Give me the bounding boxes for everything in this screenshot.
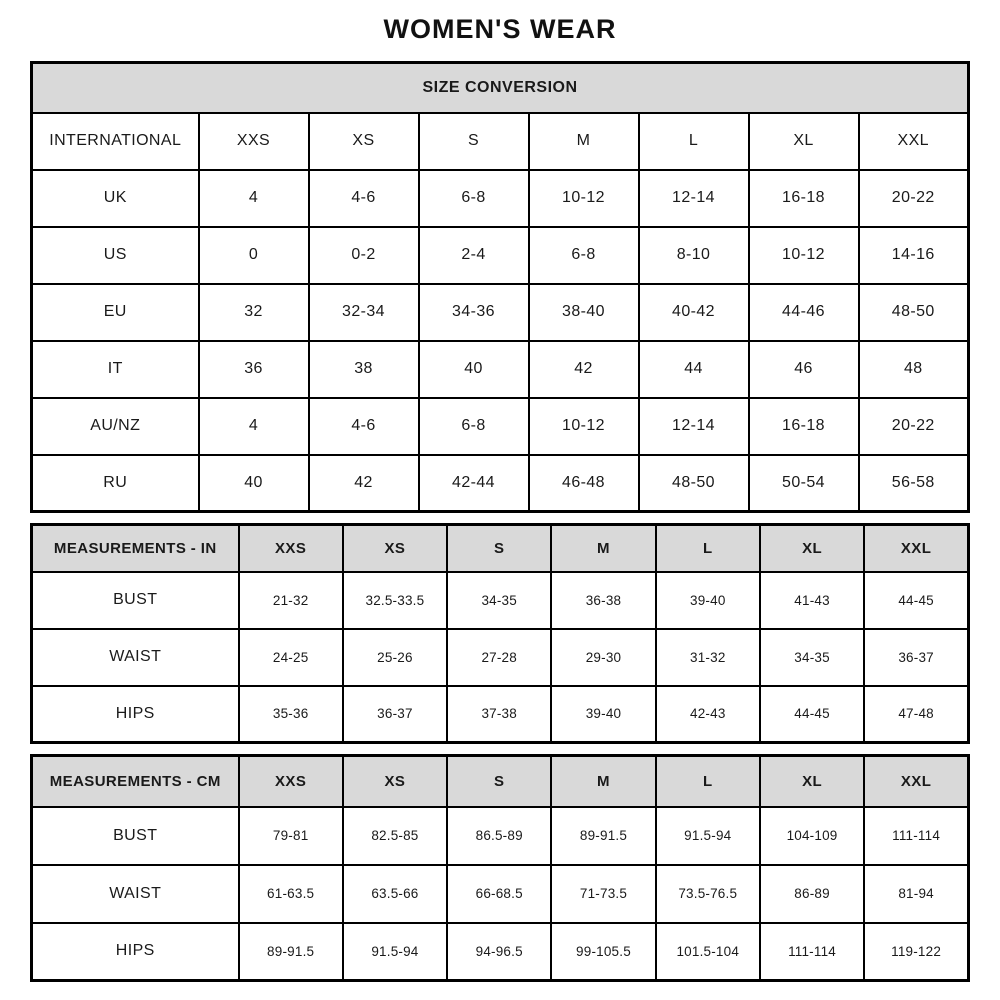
measurements-in-table [30,523,970,744]
size-cell: 40 [419,341,529,398]
measurement-cell: 81-94 [864,865,968,923]
measurement-label: HIPS [32,686,239,743]
size-cell: 42-44 [419,455,529,512]
size-cell: 12-14 [639,398,749,455]
measurement-cell: 34-35 [447,572,551,629]
size-cell: 4 [199,170,309,227]
measurement-cell: 111-114 [864,807,968,865]
measurement-cell: 82.5-85 [343,807,447,865]
measurement-cell: 32.5-33.5 [343,572,447,629]
column-header-size: M [551,525,655,572]
region-label: UK [32,170,199,227]
measurement-cell: 91.5-94 [656,807,760,865]
measurement-cell: 31-32 [656,629,760,686]
measurement-label: WAIST [32,865,239,923]
table-row [32,572,969,629]
column-header-size: L [656,756,760,807]
measurement-cell: 35-36 [239,686,343,743]
size-cell: 16-18 [749,170,859,227]
measurement-cell: 119-122 [864,923,968,981]
measurement-cell: 86.5-89 [447,807,551,865]
size-cell: 20-22 [859,170,969,227]
measurement-cell: 86-89 [760,865,864,923]
measurement-cell: 79-81 [239,807,343,865]
measurement-cell: 39-40 [551,686,655,743]
measurement-cell: 36-37 [343,686,447,743]
measurement-label: WAIST [32,629,239,686]
table-row [32,455,969,512]
table-row [32,63,969,113]
column-header-size: XL [749,113,859,170]
table-row [32,170,969,227]
measurement-cell: 61-63.5 [239,865,343,923]
measurement-cell: 36-37 [864,629,968,686]
column-header-size: XXL [864,756,968,807]
measurement-cell: 94-96.5 [447,923,551,981]
measurement-cell: 44-45 [760,686,864,743]
column-header-size: XXS [239,756,343,807]
measurement-cell: 89-91.5 [239,923,343,981]
column-header-size: XS [343,756,447,807]
size-cell: 16-18 [749,398,859,455]
measurement-cell: 63.5-66 [343,865,447,923]
column-header-size: M [551,756,655,807]
measurement-cell: 71-73.5 [551,865,655,923]
size-cell: 0 [199,227,309,284]
size-cell: 20-22 [859,398,969,455]
region-label: IT [32,341,199,398]
size-cell: 4 [199,398,309,455]
size-cell: 36 [199,341,309,398]
measurement-label: HIPS [32,923,239,981]
measurement-cell: 91.5-94 [343,923,447,981]
size-cell: 34-36 [419,284,529,341]
measurement-cell: 66-68.5 [447,865,551,923]
size-cell: 44-46 [749,284,859,341]
size-cell: 4-6 [309,398,419,455]
size-cell: 12-14 [639,170,749,227]
table-row [32,756,969,807]
region-label: EU [32,284,199,341]
size-cell: 48-50 [639,455,749,512]
size-cell: 4-6 [309,170,419,227]
size-cell: 32 [199,284,309,341]
size-cell: 46 [749,341,859,398]
table-row [32,227,969,284]
column-header-size: XL [760,525,864,572]
size-cell: 40-42 [639,284,749,341]
size-conversion-header: SIZE CONVERSION [32,63,969,113]
table-row [32,284,969,341]
measurements-in-header: MEASUREMENTS - IN [32,525,239,572]
column-header-size: L [656,525,760,572]
size-cell: 38-40 [529,284,639,341]
table-row [32,807,969,865]
size-cell: 6-8 [419,398,529,455]
measurements-cm-table [30,754,970,982]
table-row [32,341,969,398]
size-cell: 2-4 [419,227,529,284]
measurement-cell: 29-30 [551,629,655,686]
column-header-size: XXS [239,525,343,572]
measurements-cm-header: MEASUREMENTS - CM [32,756,239,807]
size-cell: 48 [859,341,969,398]
measurement-cell: 89-91.5 [551,807,655,865]
size-cell: 42 [309,455,419,512]
size-cell: 46-48 [529,455,639,512]
measurement-cell: 24-25 [239,629,343,686]
measurement-cell: 21-32 [239,572,343,629]
table-row [32,525,969,572]
measurement-cell: 37-38 [447,686,551,743]
region-label: AU/NZ [32,398,199,455]
measurement-label: BUST [32,807,239,865]
column-header-size: S [419,113,529,170]
table-row [32,686,969,743]
measurement-cell: 73.5-76.5 [656,865,760,923]
measurement-cell: 36-38 [551,572,655,629]
column-header-size: S [447,525,551,572]
table-row [32,923,969,981]
column-header-size: XXS [199,113,309,170]
column-header-size: XL [760,756,864,807]
size-cell: 0-2 [309,227,419,284]
column-header-size: XXL [864,525,968,572]
page-title: WOMEN'S WEAR [383,14,617,44]
size-cell: 10-12 [529,170,639,227]
measurement-cell: 47-48 [864,686,968,743]
measurement-cell: 101.5-104 [656,923,760,981]
table-row [32,113,969,170]
size-cell: 6-8 [419,170,529,227]
size-cell: 10-12 [529,398,639,455]
size-cell: 44 [639,341,749,398]
column-header-size: S [447,756,551,807]
size-cell: 40 [199,455,309,512]
size-cell: 50-54 [749,455,859,512]
size-cell: 6-8 [529,227,639,284]
table-row [32,865,969,923]
table-row [32,398,969,455]
measurement-cell: 27-28 [447,629,551,686]
column-header-size: M [529,113,639,170]
column-header-size: XXL [859,113,969,170]
measurement-cell: 39-40 [656,572,760,629]
size-cell: 8-10 [639,227,749,284]
measurement-cell: 111-114 [760,923,864,981]
size-conversion-table [30,61,970,513]
measurement-cell: 44-45 [864,572,968,629]
measurement-label: BUST [32,572,239,629]
size-cell: 10-12 [749,227,859,284]
region-label: US [32,227,199,284]
column-header-international: INTERNATIONAL [32,113,199,170]
measurement-cell: 104-109 [760,807,864,865]
measurement-cell: 34-35 [760,629,864,686]
size-cell: 48-50 [859,284,969,341]
measurement-cell: 41-43 [760,572,864,629]
measurement-cell: 99-105.5 [551,923,655,981]
size-cell: 42 [529,341,639,398]
size-cell: 14-16 [859,227,969,284]
column-header-size: XS [343,525,447,572]
size-cell: 32-34 [309,284,419,341]
measurement-cell: 25-26 [343,629,447,686]
measurement-cell: 42-43 [656,686,760,743]
size-cell: 56-58 [859,455,969,512]
column-header-size: XS [309,113,419,170]
region-label: RU [32,455,199,512]
column-header-size: L [639,113,749,170]
table-row [32,629,969,686]
size-cell: 38 [309,341,419,398]
